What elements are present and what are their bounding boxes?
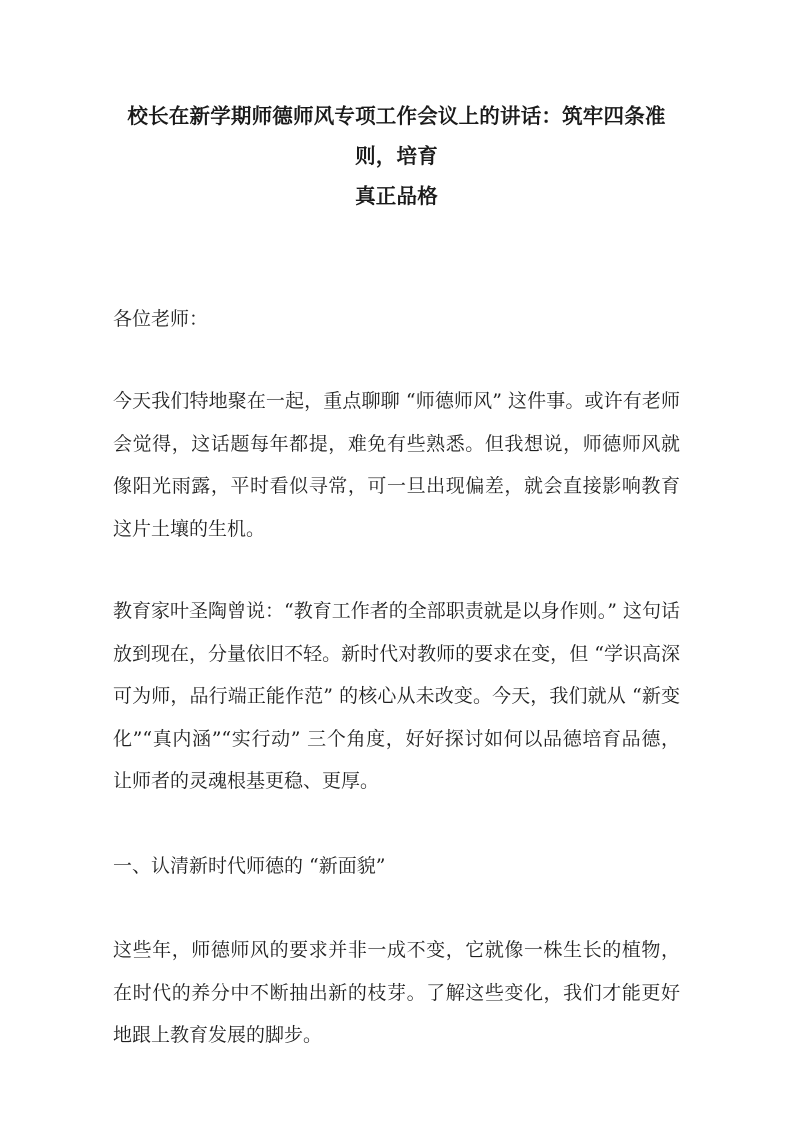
- document-content: [113, 96, 680, 1057]
- body-paragraph-2: 教育家叶圣陶曾说：“教育工作者的全部职责就是以身作则。” 这句话放到现在，分量依旧不轻。新时代对教师的要求在变，但 “学识高深可为师，品行端正能作范” 的核心从未改变。今天，我们就从 “新变化”“真内涵”“实行动” 三个角度，好好探讨如何以品德培育品德，让师者的灵魂根基更稳、更厚。: [113, 600, 680, 792]
- salutation: 各位老师：: [113, 308, 209, 330]
- document-title-line-1: 校长在新学期师德师风专项工作会议上的讲话：筑牢四条准则，培育: [127, 104, 666, 168]
- section-heading-1: 一、认清新时代师德的 “新面貌”: [113, 854, 386, 877]
- body-paragraph-1: 今天我们特地聚在一起，重点聊聊 “师德师风” 这件事。或许有老师会觉得，这话题每年都提，难免有些熟悉。但我想说，师德师风就像阳光雨露，平时看似寻常，可一旦出现偏差，就会直接影响教育这片土壤的生机。: [113, 390, 680, 540]
- document-title-line-2: 真正品格: [355, 184, 438, 208]
- document-title: [113, 96, 680, 216]
- body-paragraph-3: 这些年，师德师风的要求并非一成不变，它就像一株生长的植物，在时代的养分中不断抽出新的枝芽。了解这些变化，我们才能更好地跟上教育发展的脚步。: [113, 939, 680, 1046]
